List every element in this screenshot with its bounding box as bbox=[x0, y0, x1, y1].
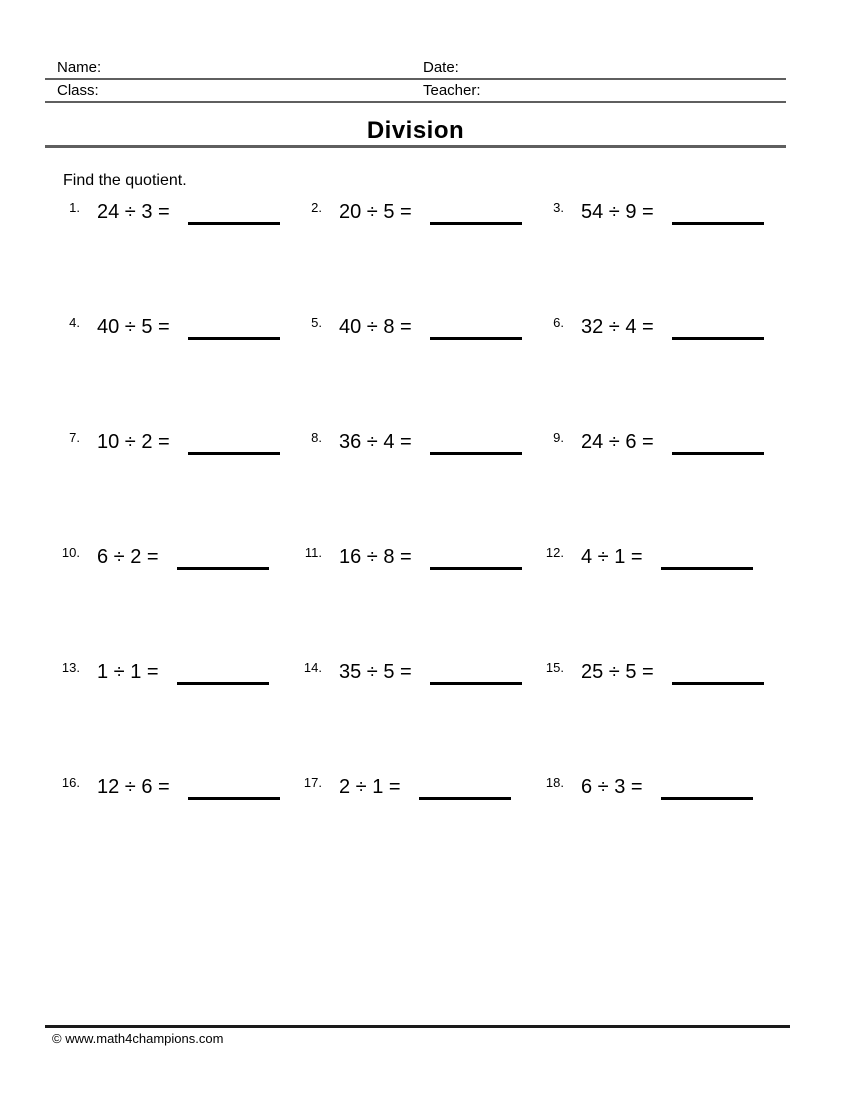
problem-expression: 12 ÷ 6 = bbox=[97, 776, 170, 798]
problem-expression: 40 ÷ 8 = bbox=[339, 316, 412, 338]
class-teacher-row bbox=[45, 82, 786, 103]
footer-divider-rule bbox=[45, 1025, 790, 1028]
problem-row bbox=[45, 545, 825, 570]
teacher-label: Teacher: bbox=[423, 82, 481, 99]
problem-item-7 bbox=[45, 430, 287, 455]
problem-number: 16. bbox=[61, 775, 80, 790]
problem-number: 1. bbox=[69, 200, 80, 215]
problem-number: 4. bbox=[69, 315, 80, 330]
teacher-fill-area[interactable] bbox=[495, 83, 780, 101]
problem-row bbox=[45, 660, 825, 685]
problem-item-13 bbox=[45, 660, 287, 685]
problem-number: 10. bbox=[61, 545, 80, 560]
problem-number: 3. bbox=[553, 200, 564, 215]
problem-item-6 bbox=[529, 315, 771, 340]
problem-expression: 6 ÷ 2 = bbox=[97, 546, 159, 568]
problem-number: 8. bbox=[311, 430, 322, 445]
problem-expression: 25 ÷ 5 = bbox=[581, 661, 654, 683]
title-divider-rule bbox=[45, 145, 786, 148]
problem-expression: 4 ÷ 1 = bbox=[581, 546, 643, 568]
problem-item-18 bbox=[529, 775, 771, 800]
problem-expression: 35 ÷ 5 = bbox=[339, 661, 412, 683]
problem-item-17 bbox=[287, 775, 529, 800]
problem-item-14 bbox=[287, 660, 529, 685]
problem-number: 15. bbox=[545, 660, 564, 675]
answer-blank[interactable] bbox=[188, 797, 280, 800]
date-label: Date: bbox=[423, 59, 459, 76]
problem-expression: 24 ÷ 3 = bbox=[97, 201, 170, 223]
problem-item-3 bbox=[529, 200, 771, 225]
problem-item-12 bbox=[529, 545, 771, 570]
problem-item-16 bbox=[45, 775, 287, 800]
problem-expression: 20 ÷ 5 = bbox=[339, 201, 412, 223]
problem-item-2 bbox=[287, 200, 529, 225]
name-date-row bbox=[45, 59, 786, 80]
problem-row bbox=[45, 200, 825, 225]
problem-expression: 24 ÷ 6 = bbox=[581, 431, 654, 453]
answer-blank[interactable] bbox=[177, 682, 269, 685]
problem-number: 14. bbox=[303, 660, 322, 675]
answer-blank[interactable] bbox=[188, 222, 280, 225]
name-label: Name: bbox=[57, 59, 102, 76]
problem-number: 18. bbox=[545, 775, 564, 790]
problem-number: 2. bbox=[311, 200, 322, 215]
problem-item-4 bbox=[45, 315, 287, 340]
problem-number: 6. bbox=[553, 315, 564, 330]
answer-blank[interactable] bbox=[672, 452, 764, 455]
class-label: Class: bbox=[57, 82, 99, 99]
answer-blank[interactable] bbox=[430, 452, 522, 455]
problem-item-9 bbox=[529, 430, 771, 455]
problem-item-11 bbox=[287, 545, 529, 570]
problem-item-1 bbox=[45, 200, 287, 225]
problem-expression: 10 ÷ 2 = bbox=[97, 431, 170, 453]
problem-expression: 36 ÷ 4 = bbox=[339, 431, 412, 453]
answer-blank[interactable] bbox=[188, 452, 280, 455]
problem-item-15 bbox=[529, 660, 771, 685]
problem-number: 17. bbox=[303, 775, 322, 790]
problem-expression: 6 ÷ 3 = bbox=[581, 776, 643, 798]
problem-expression: 1 ÷ 1 = bbox=[97, 661, 159, 683]
problem-number: 9. bbox=[553, 430, 564, 445]
date-fill-area[interactable] bbox=[495, 60, 780, 78]
answer-blank[interactable] bbox=[419, 797, 511, 800]
class-fill-area[interactable] bbox=[125, 83, 415, 101]
problem-expression: 40 ÷ 5 = bbox=[97, 316, 170, 338]
problem-number: 7. bbox=[69, 430, 80, 445]
problem-expression: 2 ÷ 1 = bbox=[339, 776, 401, 798]
answer-blank[interactable] bbox=[430, 222, 522, 225]
problem-item-10 bbox=[45, 545, 287, 570]
copyright-credit: © www.math4champions.com bbox=[52, 1031, 224, 1046]
answer-blank[interactable] bbox=[672, 222, 764, 225]
problem-number: 5. bbox=[311, 315, 322, 330]
problem-expression: 54 ÷ 9 = bbox=[581, 201, 654, 223]
instructions-text: Find the quotient. bbox=[63, 172, 187, 189]
answer-blank[interactable] bbox=[430, 567, 522, 570]
problem-number: 11. bbox=[304, 545, 322, 560]
name-fill-area[interactable] bbox=[125, 60, 415, 78]
answer-blank[interactable] bbox=[430, 337, 522, 340]
answer-blank[interactable] bbox=[661, 567, 753, 570]
answer-blank[interactable] bbox=[672, 337, 764, 340]
page-title: Division bbox=[366, 117, 465, 144]
problem-number: 12. bbox=[545, 545, 564, 560]
answer-blank[interactable] bbox=[188, 337, 280, 340]
answer-blank[interactable] bbox=[672, 682, 764, 685]
answer-blank[interactable] bbox=[661, 797, 753, 800]
problem-expression: 16 ÷ 8 = bbox=[339, 546, 412, 568]
problem-row bbox=[45, 430, 825, 455]
problem-number: 13. bbox=[61, 660, 80, 675]
answer-blank[interactable] bbox=[177, 567, 269, 570]
problem-expression: 32 ÷ 4 = bbox=[581, 316, 654, 338]
problem-item-8 bbox=[287, 430, 529, 455]
problem-row bbox=[45, 315, 825, 340]
problem-row bbox=[45, 775, 825, 800]
problem-item-5 bbox=[287, 315, 529, 340]
answer-blank[interactable] bbox=[430, 682, 522, 685]
